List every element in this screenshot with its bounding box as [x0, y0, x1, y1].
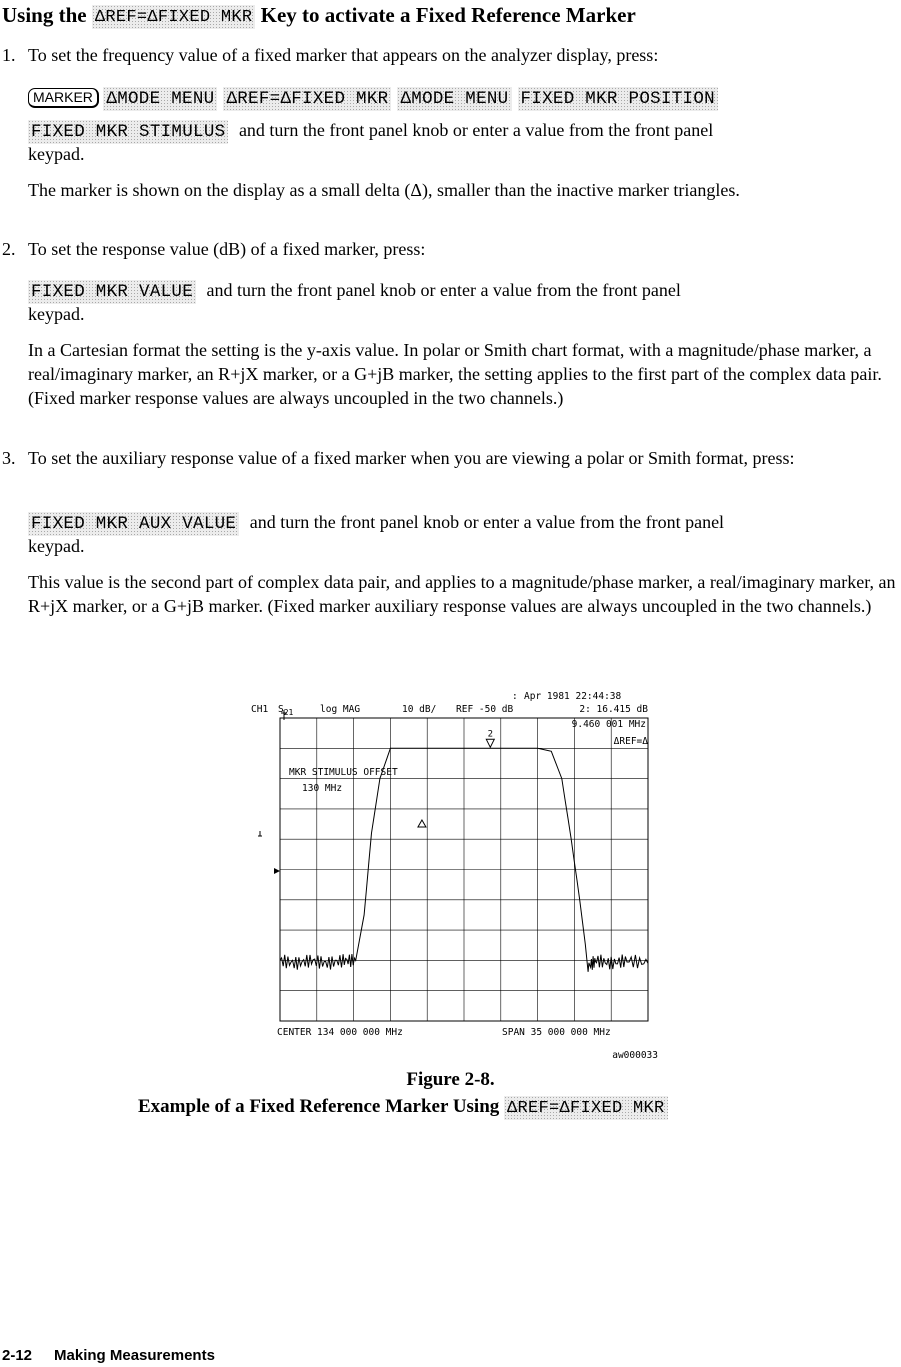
step-1-intro: To set the frequency value of a fixed marker that appears on the analyzer display, press: [28, 45, 659, 65]
screen-offset-value: 130 MHz [302, 783, 343, 794]
screen-scale: 10 dB/ [402, 704, 437, 715]
step-3-key-cont: keypad. [28, 536, 85, 556]
footer-section: Making Measurements [54, 1347, 215, 1364]
step-3-number: 3. [2, 448, 16, 468]
step-1-key-line-1 [28, 85, 724, 111]
softkey-fixed-mkr-aux-value: FIXED MKR AUX VALUE [28, 512, 239, 536]
screen-param [278, 704, 294, 717]
screen-span: SPAN 35 000 000 MHz [502, 1027, 611, 1038]
step-1-number: 1. [2, 45, 16, 65]
marker-hardkey: MARKER [28, 88, 99, 108]
screen-format: log MAG [320, 704, 361, 715]
marker-label: 2 [487, 729, 493, 740]
screen-param-sub: 21 [283, 708, 294, 717]
screen-ref: REF -50 dB [456, 704, 514, 715]
section-heading [2, 2, 636, 29]
step-2-key-text: and turn the front panel knob or enter a value from the front panel [206, 280, 681, 300]
screen-marker-readout: 2: 16.415 dB [579, 704, 648, 715]
analyzer-display-figure [244, 688, 664, 1062]
step-1-note: The marker is shown on the display as a small delta (Δ), smaller than the inactive marker triangles. [28, 180, 740, 200]
figure-caption-text: Example of a Fixed Reference Marker Using [138, 1096, 500, 1117]
screen-center: CENTER 134 000 000 MHz [277, 1027, 403, 1038]
softkey-fixed-mkr-value: FIXED MKR VALUE [28, 280, 196, 304]
step-1-key-cont: keypad. [28, 144, 85, 164]
heading-prefix: Using the [2, 3, 87, 27]
page-footer [2, 1347, 237, 1364]
step-3-key-text: and turn the front panel knob or enter a value from the front panel [249, 512, 725, 532]
figure-image-id: aw000033 [612, 1050, 658, 1061]
softkey-fixed-mkr-stimulus: FIXED MKR STIMULUS [28, 120, 228, 144]
reference-position-marker-icon [274, 868, 280, 874]
screen-graticule [280, 718, 648, 1021]
marker-triangle [486, 739, 494, 747]
fixed-reference-marker-delta [418, 820, 426, 827]
reference-arrow-icon [258, 831, 262, 836]
figure-caption [138, 1094, 668, 1120]
step-2-key-cont: keypad. [28, 304, 85, 324]
screen-marker-freq: 9.460 001 MHz [571, 719, 646, 730]
screen-param-letter: S [278, 704, 284, 715]
figure-number: Figure 2-8. [406, 1069, 495, 1090]
step-3-intro: To set the auxiliary response value of a fixed marker when you are viewing a polar or Smith format, press: [28, 448, 795, 468]
step-3-note: This value is the second part of complex data pair, and applies to a magnitude/phase marker, a real/imaginary marker, an R+jX marker, or a G+jB marker. (Fixed marker auxiliary response values are always uncoupled in the two channels.) [28, 572, 896, 616]
softkey-mode-menu-1: ΔMODE MENU [103, 87, 217, 111]
screen-colon-mark: : [512, 691, 518, 702]
step-2-key-line [28, 278, 681, 304]
heading-suffix: Key to activate a Fixed Reference Marker [260, 3, 636, 27]
step-2-number: 2. [2, 239, 16, 259]
softkey-ref-fixed-mkr: ΔREF=ΔFIXED MKR [223, 87, 391, 111]
screen-marker-mode: ΔREF=Δ [613, 736, 648, 747]
screen-datetime: Apr 1981 22:44:38 [524, 691, 622, 702]
heading-softkey: ΔREF=ΔFIXED MKR [92, 5, 256, 29]
softkey-mode-menu-2: ΔMODE MENU [397, 87, 511, 111]
screen-offset-label: MKR STIMULUS OFFSET [289, 767, 398, 778]
footer-page-number: 2-12 [2, 1347, 33, 1364]
screen-channel: CH1 [251, 704, 269, 715]
softkey-fixed-mkr-position: FIXED MKR POSITION [518, 87, 718, 111]
figure-caption-softkey: ΔREF=ΔFIXED MKR [504, 1096, 668, 1120]
step-2-intro: To set the response value (dB) of a fixed marker, press: [28, 239, 426, 259]
step-1-key-text: and turn the front panel knob or enter a value from the front panel [238, 120, 714, 140]
step-2-note: In a Cartesian format the setting is the y-axis value. In polar or Smith chart format, with a magnitude/phase marker, a real/imaginary marker, an R+jX marker, or a G+jB marker, the setting applies to the first part of the complex data pair. (Fixed marker response values are always uncoupled in the two channels.) [28, 340, 882, 408]
step-1-key-line-2 [28, 118, 713, 144]
step-3-key-line [28, 510, 724, 536]
